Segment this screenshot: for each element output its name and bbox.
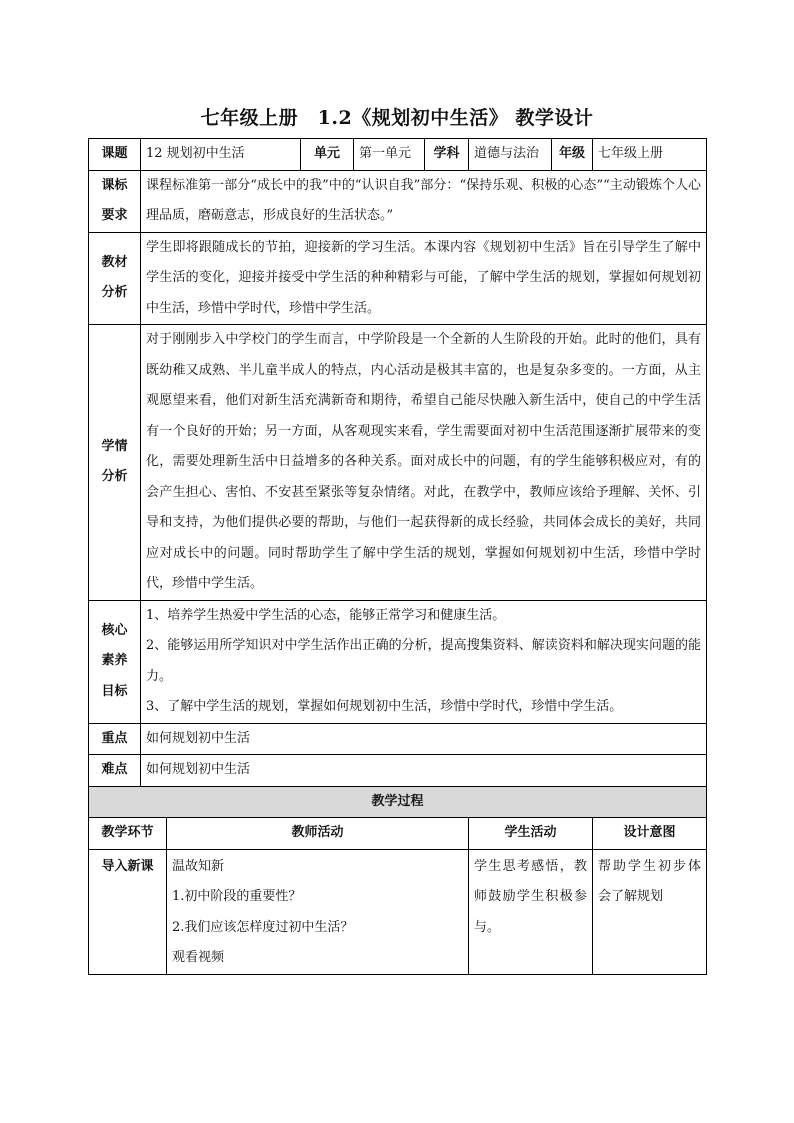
label-nianji: 年级 bbox=[552, 139, 593, 171]
nandian-label: 难点 bbox=[89, 755, 141, 787]
jiaocai-label-2: 分析 bbox=[101, 285, 128, 301]
xueqing-row bbox=[89, 325, 707, 601]
hexin-label-1: 核心 bbox=[101, 622, 128, 638]
hexin-item-3: 3、了解中学生活的规划，掌握如何规划初中生活，珍惜中学时代，珍惜中学生活。 bbox=[146, 699, 623, 714]
header-teacher: 教师活动 bbox=[167, 818, 469, 850]
zhongdian-row bbox=[89, 723, 707, 755]
info-row bbox=[89, 139, 707, 171]
page-title: 七年级上册 1.2《规划初中生活》 教学设计 bbox=[200, 107, 594, 129]
label-xueke: 学科 bbox=[425, 139, 469, 171]
header-stage: 教学环节 bbox=[89, 818, 167, 850]
teacher-activity bbox=[167, 849, 469, 974]
kebiao-label-1: 课标 bbox=[101, 177, 128, 193]
design-intent: 帮助学生初步体会了解规划 bbox=[593, 849, 707, 974]
hexin-text bbox=[141, 600, 707, 723]
value-nianji: 七年级上册 bbox=[593, 139, 707, 171]
teacher-line-1: 温故知新 bbox=[172, 858, 225, 874]
xueqing-label-1: 学情 bbox=[101, 438, 128, 454]
kebiao-label-2: 要求 bbox=[101, 208, 128, 223]
process-band-row bbox=[89, 786, 707, 818]
jiaocai-row bbox=[89, 232, 707, 325]
label-danyuan: 单元 bbox=[301, 139, 354, 171]
header-intent: 设计意图 bbox=[593, 818, 707, 850]
kebiao-label bbox=[89, 170, 141, 232]
xueqing-label bbox=[89, 325, 141, 601]
kebiao-text: 课程标准第一部分“成长中的我”中的“认识自我”部分：“保持乐观、积极的心态”“主动锻炼个人心理品质，磨砺意志，形成良好的生活状态。” bbox=[141, 170, 707, 232]
hexin-label-3: 目标 bbox=[101, 683, 128, 699]
process-header-row bbox=[89, 818, 707, 850]
hexin-item-1: 1、培养学生热爱中学生活的心态，能够正常学习和健康生活。 bbox=[146, 607, 506, 623]
teacher-line-3: 2.我们应该怎样度过初中生活？ bbox=[172, 919, 354, 935]
process-band-title: 教学过程 bbox=[89, 786, 707, 818]
hexin-item-2: 2、能够运用所学知识对中学生活作出正确的分析，提高搜集资料、解读资料和解决现实问题的能力。 bbox=[146, 638, 701, 684]
process-row-intro bbox=[89, 849, 707, 974]
zhongdian-text: 如何规划初中生活 bbox=[141, 723, 707, 755]
teacher-line-4: 观看视频 bbox=[172, 950, 225, 965]
xueqing-text: 对于刚刚步入中学校门的学生而言，中学阶段是一个全新的人生阶段的开始。此时的他们，具有既幼稚又成熟、半儿童半成人的特点，内心活动是极其丰富的，也是复杂多变的。一方面，从主观愿望来看，他们对新生活充满新奇和期待，希望自己能尽快融入新生活中，使自己的中学生活有一个良好的开始；另一方面，从客观现实来看，学生需要面对初中生活范围逐渐扩展带来的变化，需要处理新生活中日益增多的各种关系。面对成长中的问题，有的学生能够积极应对，有的会产生担心、害怕、不安甚至紧张等复杂情绪。对此，在教学中，教师应该给予理解、关怀、引导和支持，为他们提供必要的帮助，与他们一起获得新的成长经验，共同体会成长的美好，共同应对成长中的问题。同时帮助学生了解中学生活的规划，掌握如何规划初中生活，珍惜中学时代，珍惜中学生活。 bbox=[141, 325, 707, 601]
zhongdian-label: 重点 bbox=[89, 723, 141, 755]
value-danyuan: 第一单元 bbox=[354, 139, 425, 171]
xueqing-label-2: 分析 bbox=[101, 469, 128, 485]
header-student: 学生活动 bbox=[469, 818, 593, 850]
stage-intro: 导入新课 bbox=[89, 849, 167, 974]
jiaocai-text: 学生即将跟随成长的节拍，迎接新的学习生活。本课内容《规划初中生活》旨在引导学生了解中学生活的变化，迎接并接受中学生活的种种精彩与可能，了解中学生活的规划，掌握如何规划初中生活，珍惜中学时代，珍惜中学生活。 bbox=[141, 232, 707, 325]
value-keti: 12 规划初中生活 bbox=[141, 139, 301, 171]
nandian-text: 如何规划初中生活 bbox=[141, 755, 707, 787]
student-activity: 学生思考感悟，教师鼓励学生积极参与。 bbox=[469, 849, 593, 974]
hexin-label-2: 素养 bbox=[101, 653, 128, 669]
teacher-line-2: 1.初中阶段的重要性？ bbox=[172, 889, 302, 904]
hexin-label bbox=[89, 600, 141, 723]
hexin-row bbox=[89, 600, 707, 723]
kebiao-row bbox=[89, 170, 707, 232]
label-keti: 课题 bbox=[89, 139, 141, 171]
jiaocai-label-1: 教材 bbox=[101, 254, 128, 270]
lesson-plan-table bbox=[88, 138, 707, 975]
nandian-row bbox=[89, 755, 707, 787]
jiaocai-label bbox=[89, 232, 141, 325]
value-xueke: 道德与法治 bbox=[469, 139, 552, 171]
